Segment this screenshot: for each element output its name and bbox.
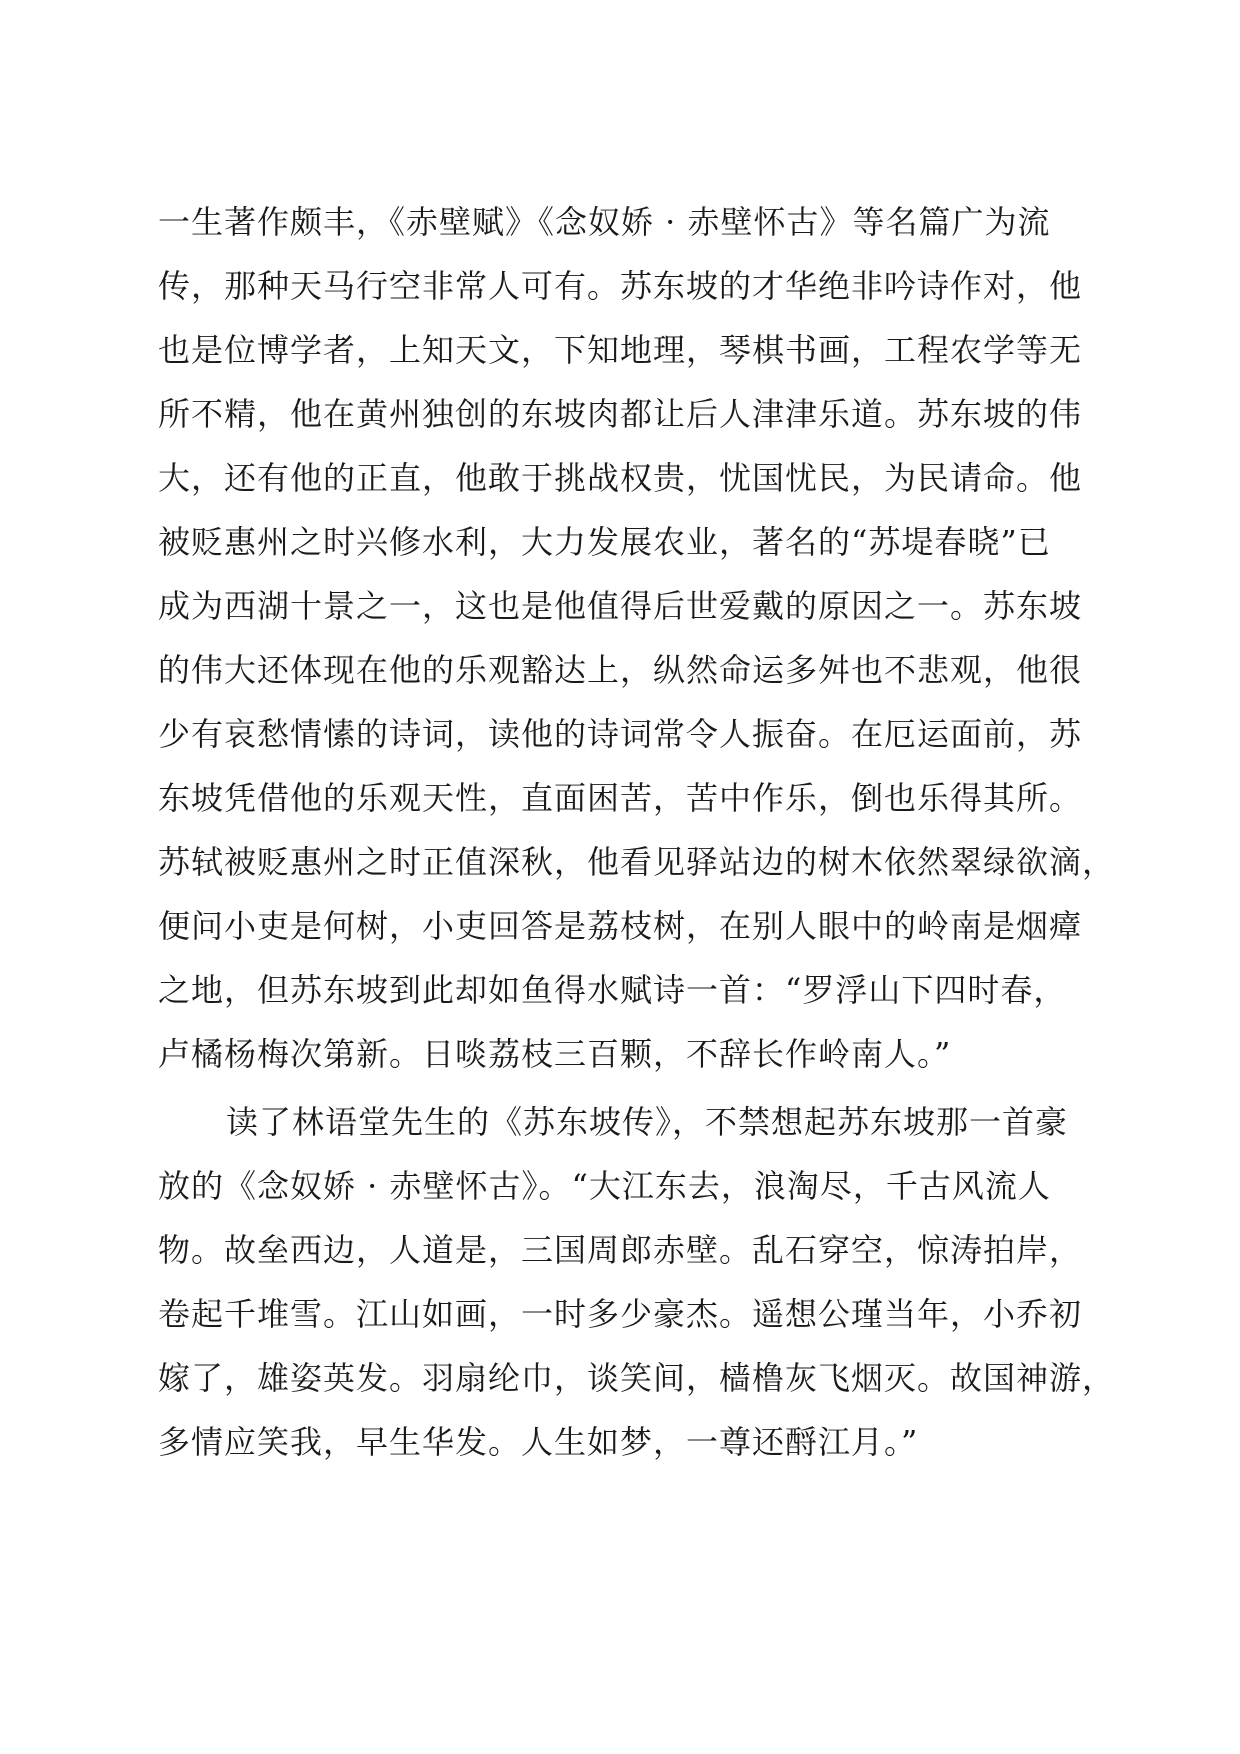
text-line: 便问小吏是何树，小吏回答是荔枝树，在别人眼中的岭南是烟瘴 bbox=[158, 907, 1083, 945]
text-line: 的伟大还体现在他的乐观豁达上，纵然命运多舛也不悲观，他很 bbox=[158, 651, 1083, 689]
paragraph-1 bbox=[158, 190, 1116, 1086]
text-line: 大，还有他的正直，他敢于挑战权贵，忧国忧民，为民请命。他 bbox=[158, 459, 1083, 497]
text-line: 所不精，他在黄州独创的东坡肉都让后人津津乐道。苏东坡的伟 bbox=[158, 395, 1083, 433]
text-line: 少有哀愁情愫的诗词，读他的诗词常令人振奋。在厄运面前，苏 bbox=[158, 715, 1083, 753]
text-line: 嫁了，雄姿英发。羽扇纶巾，谈笑间，樯橹灰飞烟灭。故国神游， bbox=[158, 1359, 1116, 1397]
text-line: 传，那种天马行空非常人可有。苏东坡的才华绝非吟诗作对，他 bbox=[158, 267, 1083, 305]
text-line: 读了林语堂先生的《苏东坡传》，不禁想起苏东坡那一首豪 bbox=[226, 1103, 1069, 1141]
text-line: 也是位博学者，上知天文，下知地理，琴棋书画，工程农学等无 bbox=[158, 331, 1083, 369]
text-line: 物。故垒西边，人道是，三国周郎赤壁。乱石穿空，惊涛拍岸， bbox=[158, 1231, 1083, 1269]
text-line: 东坡凭借他的乐观天性，直面困苦，苦中作乐，倒也乐得其所。 bbox=[158, 779, 1083, 817]
text-line: 多情应笑我，早生华发。人生如梦，一尊还酹江月。” bbox=[158, 1423, 919, 1461]
paragraph-2 bbox=[158, 1090, 1116, 1474]
text-line: 成为西湖十景之一，这也是他值得后世爱戴的原因之一。苏东坡 bbox=[158, 587, 1083, 625]
text-line: 被贬惠州之时兴修水利，大力发展农业，著名的“苏堤春晓”已 bbox=[158, 523, 1051, 561]
text-line: 一生著作颇丰，《赤壁赋》《念奴娇 · 赤壁怀古》等名篇广为流 bbox=[158, 203, 1051, 241]
text-line: 苏轼被贬惠州之时正值深秋，他看见驿站边的树木依然翠绿欲滴， bbox=[158, 843, 1116, 881]
text-line: 卷起千堆雪。江山如画，一时多少豪杰。遥想公瑾当年，小乔初 bbox=[158, 1295, 1083, 1333]
text-line: 放的《念奴娇 · 赤壁怀古》。“大江东去，浪淘尽，千古风流人 bbox=[158, 1167, 1051, 1205]
text-line: 卢橘杨梅次第新。日啖荔枝三百颗，不辞长作岭南人。” bbox=[158, 1035, 952, 1073]
text-line: 之地，但苏东坡到此却如鱼得水赋诗一首：“罗浮山下四时春， bbox=[158, 971, 1067, 1009]
